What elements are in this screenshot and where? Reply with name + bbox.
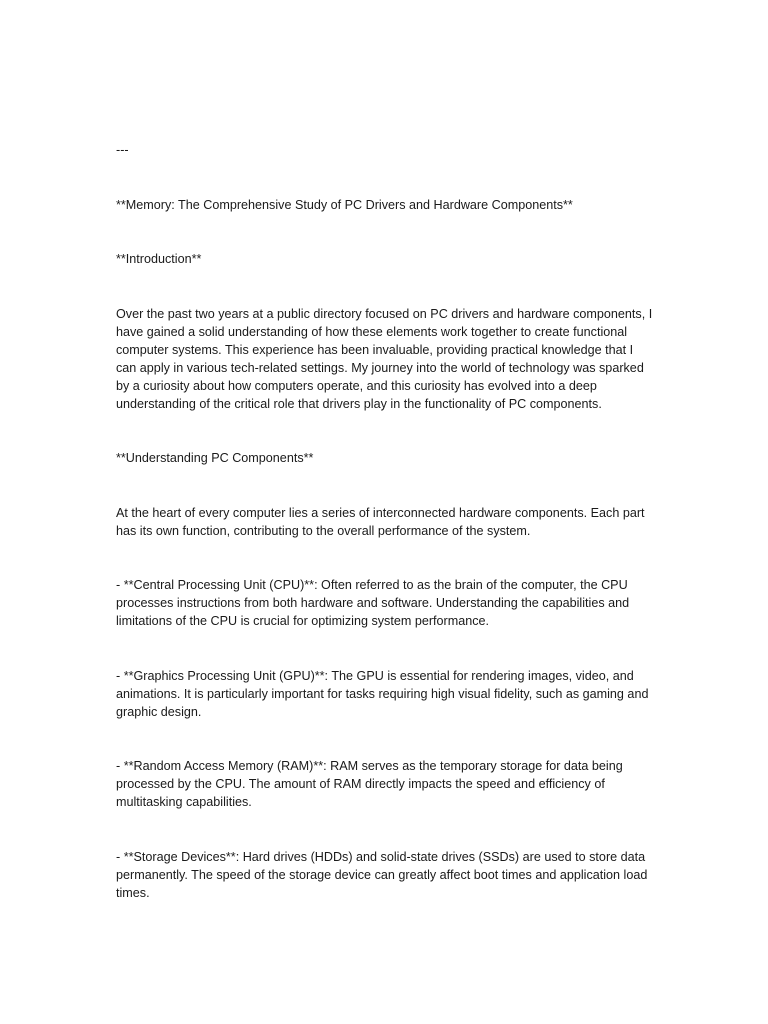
list-item-storage: - **Storage Devices**: Hard drives (HDDs) and solid-state drives (SSDs) are used to store data permanently. The speed of the storage device can greatly affect boot times and application load times. <box>116 849 648 900</box>
document-body <box>116 141 656 938</box>
list-item-cpu: - **Central Processing Unit (CPU)**: Often referred to as the brain of the computer, the CPU processes instructions from both hardware and software. Understanding the capabilities and limitations of the CPU is crucial for optimizing system performance. <box>116 578 630 628</box>
introduction-paragraph: Over the past two years at a public directory focused on PC drivers and hardware components, I have gained a solid understanding of how these elements work together to create functional computer systems. This experience has been invaluable, providing practical knowledge that I can apply in various tech-related settings. My journey into the world of technology was sparked by a curiosity about how computers operate, and this curiosity has evolved into a deep understanding of the critical role that drivers play in the functionality of PC components. <box>116 306 653 411</box>
components-heading: **Understanding PC Components** <box>116 451 314 465</box>
list-item-ram: - **Random Access Memory (RAM)**: RAM serves as the temporary storage for data being processed by the CPU. The amount of RAM directly impacts the speed and efficiency of multitasking capabilities. <box>116 759 623 809</box>
document-title: **Memory: The Comprehensive Study of PC Drivers and Hardware Components** <box>116 197 573 212</box>
components-paragraph: At the heart of every computer lies a series of interconnected hardware components. Each part has its own function, contributing to the overall performance of the system. <box>116 505 645 538</box>
introduction-heading: **Introduction** <box>116 252 202 266</box>
separator-line: --- <box>116 143 129 157</box>
list-item-gpu: - **Graphics Processing Unit (GPU)**: The GPU is essential for rendering images, video, and animations. It is particularly important for tasks requiring high visual fidelity, such as gaming and graphic design. <box>116 668 649 719</box>
